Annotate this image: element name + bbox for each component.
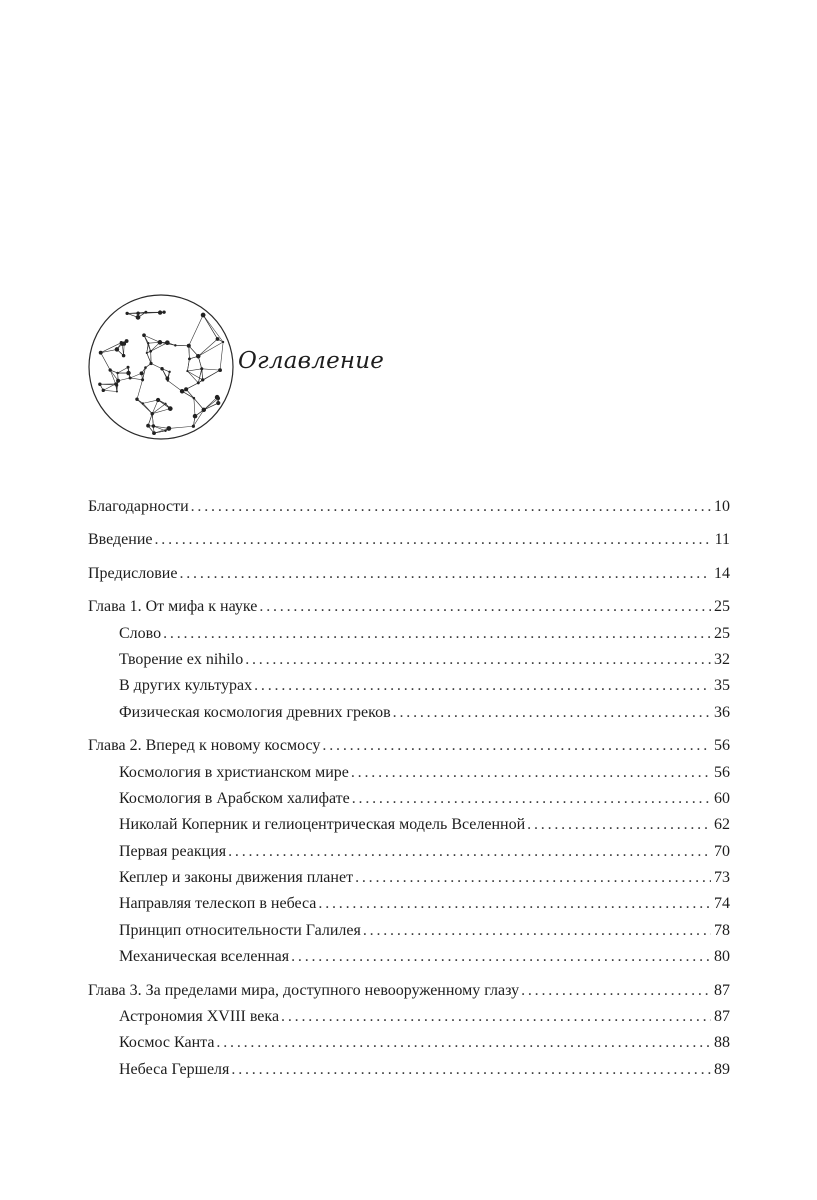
toc-entry-page-number: 25 [714,624,730,642]
toc-section-entry[interactable] [88,1004,730,1030]
dot-leader [351,760,711,786]
toc-entry-label: Механическая вселенная [119,948,290,966]
dot-leader [179,561,711,587]
toc-chapter-entry[interactable] [88,527,730,553]
toc-entry-page-number: 10 [714,498,730,515]
dot-leader [355,865,711,891]
toc-chapter-entry[interactable] [88,594,730,620]
toc-entry-page-number: 87 [714,1008,730,1026]
toc-section-entry[interactable] [88,839,730,865]
toc-entry-page-number: 60 [714,789,730,807]
table-of-contents [88,494,730,1083]
toc-section-entry[interactable] [88,673,730,699]
toc-chapter-entry[interactable] [88,978,730,1004]
toc-section-entry[interactable] [88,918,730,944]
toc-entry-page-number: 73 [714,869,730,887]
dot-leader [318,891,711,917]
toc-entry-label: Глава 3. За пределами мира, доступного невооруженному глазу [88,981,520,999]
toc-section-entry[interactable] [88,1057,730,1083]
dot-leader [245,647,711,673]
toc-entry-label: Космология в Арабском халифате [119,789,350,807]
dot-leader [363,918,711,944]
toc-entry-label: В других культурах [119,677,253,695]
toc-header [86,292,506,442]
dot-leader [228,839,711,865]
toc-entry-label: Астрономия XVIII века [119,1008,280,1026]
toc-section-entry[interactable] [88,647,730,673]
toc-entry-page-number: 25 [714,598,730,616]
toc-entry-label: Принцип относительности Галилея [119,921,361,939]
toc-entry-label: Введение [88,531,153,549]
toc-entry-page-number: 56 [714,763,730,781]
toc-section-entry[interactable] [88,944,730,970]
dot-leader [393,700,711,726]
toc-entry-page-number: 11 [714,531,730,549]
dot-leader [352,786,711,812]
toc-entry-label: Космос Канта [119,1034,215,1052]
toc-entry-page-number: 36 [714,703,730,721]
toc-chapter-entry[interactable] [88,561,730,587]
toc-entry-label: Глава 1. От мифа к науке [88,598,258,616]
toc-entry-label: Физическая космология древних греков [119,703,391,721]
toc-entry-page-number: 80 [714,948,730,966]
dot-leader [254,673,711,699]
dot-leader [322,733,711,759]
toc-entry-label: Глава 2. Вперед к новому космосу [88,737,321,755]
toc-entry-label: Николай Коперник и гелиоцентрическая модель Вселенной [119,816,526,834]
toc-entry-page-number: 62 [714,816,730,834]
toc-section-entry[interactable] [88,621,730,647]
toc-entry-page-number: 14 [714,564,730,582]
page-title: Оглавление [238,348,385,374]
dot-leader [521,978,711,1004]
toc-entry-page-number: 89 [714,1060,730,1078]
dot-leader [216,1030,711,1056]
dot-leader [155,527,712,553]
toc-entry-page-number: 74 [714,895,730,913]
dot-leader [527,812,711,838]
toc-entry-label: Первая реакция [119,842,227,860]
dot-leader [163,621,711,647]
toc-entry-page-number: 35 [714,677,730,695]
toc-entry-page-number: 87 [714,981,730,999]
toc-entry-label: Кеплер и законы движения планет [119,869,354,887]
toc-entry-label: Направляя телескоп в небеса [119,895,317,913]
dot-leader [191,494,711,520]
dot-leader [291,944,711,970]
toc-entry-page-number: 78 [714,921,730,939]
toc-chapter-entry[interactable] [88,494,730,520]
toc-entry-page-number: 56 [714,737,730,755]
toc-section-entry[interactable] [88,891,730,917]
toc-section-entry[interactable] [88,865,730,891]
toc-entry-page-number: 32 [714,650,730,668]
toc-entry-label: Небеса Гершеля [119,1060,230,1078]
toc-entry-label: Благодарности [88,498,189,515]
dot-leader [281,1004,711,1030]
toc-section-entry[interactable] [88,786,730,812]
toc-entry-label: Космология в христианском мире [119,763,349,781]
toc-section-entry[interactable] [88,700,730,726]
toc-entry-page-number: 70 [714,842,730,860]
toc-entry-label: Слово [119,624,162,642]
network-sphere-icon [86,292,236,442]
dot-leader [231,1057,711,1083]
toc-section-entry[interactable] [88,1030,730,1056]
toc-entry-label: Творение ex nihilo [119,650,244,668]
toc-chapter-entry[interactable] [88,733,730,759]
toc-entry-page-number: 88 [714,1034,730,1052]
toc-section-entry[interactable] [88,812,730,838]
toc-entry-label: Предисловие [88,564,178,582]
toc-section-entry[interactable] [88,760,730,786]
dot-leader [259,594,711,620]
